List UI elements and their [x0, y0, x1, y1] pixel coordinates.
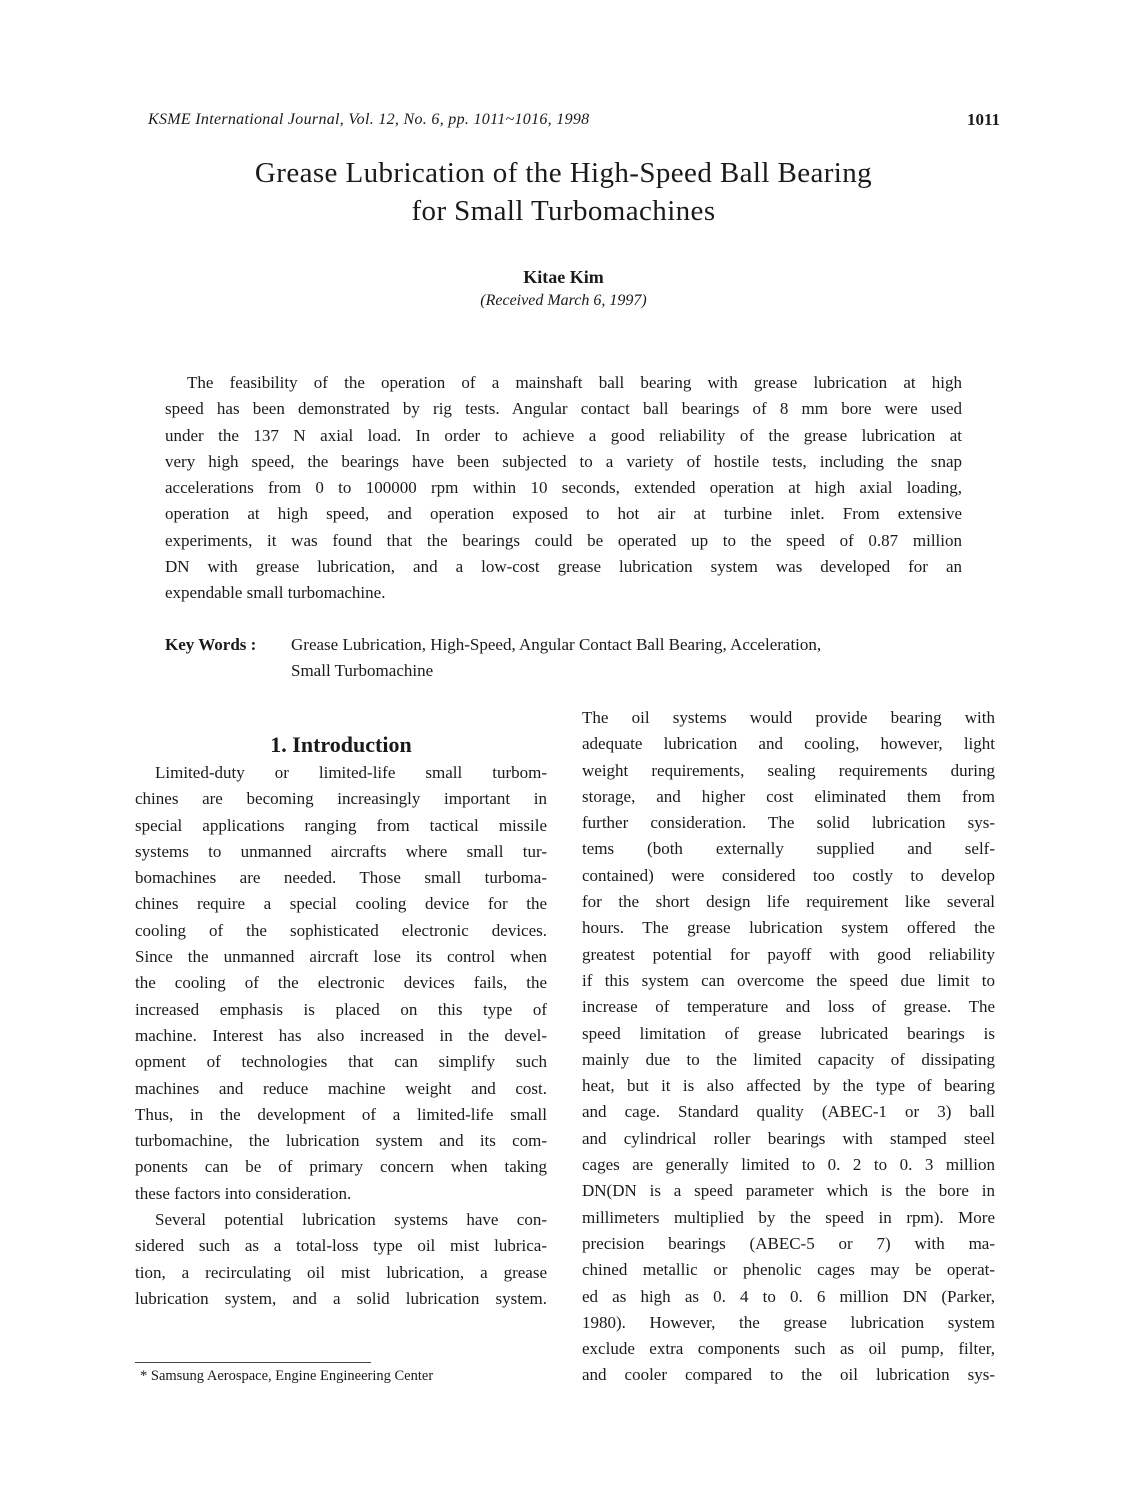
- text-line: Thus, in the development of a limited-life small: [135, 1104, 547, 1124]
- text-line: Since the unmanned aircraft lose its control when: [135, 947, 547, 967]
- text-line: machine. Interest has also increased in the devel-: [135, 1025, 547, 1045]
- text-line: tion, a recirculating oil mist lubrication, a grease: [135, 1262, 547, 1282]
- text-line: these factors into consideration.: [135, 1183, 352, 1203]
- text-line: cooling of the sophisticated electronic devices.: [135, 920, 547, 940]
- text-line: 1980). However, the grease lubrication system: [582, 1312, 995, 1332]
- text-line: Limited-duty or limited-life small turbom-: [155, 763, 547, 782]
- abstract-line: operation at high speed, and operation exposed to hot air at turbine inlet. From extensive: [165, 504, 962, 524]
- keywords-label: Key Words :: [165, 635, 257, 654]
- keywords-line-2: Small Turbomachine: [291, 661, 434, 680]
- text-line: greatest potential for payoff with good reliability: [582, 944, 995, 964]
- text-line: exclude extra components such as oil pump, filter,: [582, 1339, 995, 1359]
- abstract-line: DN with grease lubrication, and a low-cost grease lubrication system was developed for an: [165, 557, 962, 577]
- text-line: chined metallic or phenolic cages may be operat-: [582, 1260, 995, 1280]
- text-line: heat, but it is also affected by the type of bearing: [582, 1076, 995, 1096]
- text-line: bomachines are needed. Those small turboma-: [135, 868, 547, 888]
- abstract-line: speed has been demonstrated by rig tests. Angular contact ball bearings of 8 mm bore were used: [165, 399, 962, 419]
- abstract-line: under the 137 N axial load. In order to achieve a good reliability of the grease lubrication at: [165, 425, 962, 445]
- text-line: machines and reduce machine weight and cost.: [135, 1078, 547, 1098]
- right-column: [582, 705, 995, 1389]
- text-line: lubrication system, and a solid lubrication system.: [135, 1288, 547, 1308]
- text-line: opment of technologies that can simplify such: [135, 1052, 547, 1072]
- left-column: [135, 760, 547, 1312]
- abstract-line: accelerations from 0 to 100000 rpm within 10 seconds, extended operation at high axial loading,: [165, 478, 962, 498]
- paper-title: [100, 154, 1027, 230]
- text-line: if this system can overcome the speed due limit to: [582, 970, 995, 990]
- text-line: storage, and higher cost eliminated them from: [582, 786, 995, 806]
- text-line: speed limitation of grease lubricated bearings is: [582, 1023, 995, 1043]
- text-line: chines are becoming increasingly important in: [135, 789, 547, 809]
- text-line: DN(DN is a speed parameter which is the bore in: [582, 1181, 995, 1201]
- text-line: tems (both externally supplied and self-: [582, 839, 995, 859]
- text-line: the cooling of the electronic devices fails, the: [135, 973, 547, 993]
- text-line: ponents can be of primary concern when taking: [135, 1157, 547, 1177]
- keywords-line-1: Grease Lubrication, High-Speed, Angular Contact Ball Bearing, Acceleration,: [291, 635, 822, 654]
- abstract-line: The feasibility of the operation of a mainshaft ball bearing with grease lubrication at high: [187, 373, 962, 392]
- text-line: sidered such as a total-loss type oil mist lubrica-: [135, 1236, 547, 1256]
- text-line: millimeters multiplied by the speed in rpm). More: [582, 1207, 995, 1227]
- text-line: Several potential lubrication systems have con-: [155, 1210, 547, 1230]
- author-name: Kitae Kim: [523, 267, 604, 287]
- title-line-1: Grease Lubrication of the High-Speed Ball Bearing: [254, 157, 873, 189]
- text-line: and cooler compared to the oil lubrication sys-: [582, 1365, 995, 1385]
- abstract-line: very high speed, the bearings have been subjected to a variety of hostile tests, including the snap: [165, 451, 962, 471]
- received-date: (Received March 6, 1997): [480, 292, 647, 309]
- text-line: systems to unmanned aircrafts where small tur-: [135, 841, 547, 861]
- text-line: further consideration. The solid lubrication sys-: [582, 813, 995, 833]
- section-heading: 1. Introduction: [270, 732, 412, 757]
- text-line: special applications ranging from tactical missile: [135, 815, 547, 835]
- text-line: ed as high as 0. 4 to 0. 6 million DN (Parker,: [582, 1286, 995, 1306]
- abstract-line: expendable small turbomachine.: [165, 583, 386, 603]
- text-line: increase of temperature and loss of grease. The: [582, 997, 995, 1017]
- journal-citation: KSME International Journal, Vol. 12, No. 6, pp. 1011~1016, 1998: [148, 111, 590, 128]
- footnote-divider: [135, 1362, 371, 1363]
- text-line: contained) were considered too costly to develop: [582, 865, 995, 885]
- paragraph-1: [135, 760, 547, 1207]
- text-line: turbomachine, the lubrication system and its com-: [135, 1131, 547, 1151]
- text-line: for the short design life requirement like several: [582, 892, 995, 912]
- text-line: weight requirements, sealing requirements during: [582, 760, 995, 780]
- text-line: The oil systems would provide bearing with: [582, 708, 995, 727]
- page-number: 1011: [966, 110, 1000, 129]
- text-line: cages are generally limited to 0. 2 to 0. 3 million: [582, 1155, 995, 1175]
- text-line: precision bearings (ABEC-5 or 7) with ma-: [582, 1233, 995, 1253]
- text-line: chines require a special cooling device for the: [135, 894, 547, 914]
- text-line: mainly due to the limited capacity of dissipating: [582, 1049, 995, 1069]
- text-line: adequate lubrication and cooling, however, light: [582, 734, 995, 754]
- keywords-text: [291, 632, 963, 684]
- paragraph-2: [135, 1207, 547, 1312]
- text-line: and cylindrical roller bearings with stamped steel: [582, 1128, 995, 1148]
- text-line: and cage. Standard quality (ABEC-1 or 3) ball: [582, 1102, 995, 1122]
- abstract: [165, 370, 962, 607]
- abstract-line: experiments, it was found that the bearings could be operated up to the speed of 0.87 million: [165, 530, 962, 550]
- text-line: increased emphasis is placed on this type of: [135, 999, 547, 1019]
- text-line: hours. The grease lubrication system offered the: [582, 918, 995, 938]
- footnote: * Samsung Aerospace, Engine Engineering Center: [140, 1368, 434, 1384]
- title-line-2: for Small Turbomachines: [411, 195, 716, 227]
